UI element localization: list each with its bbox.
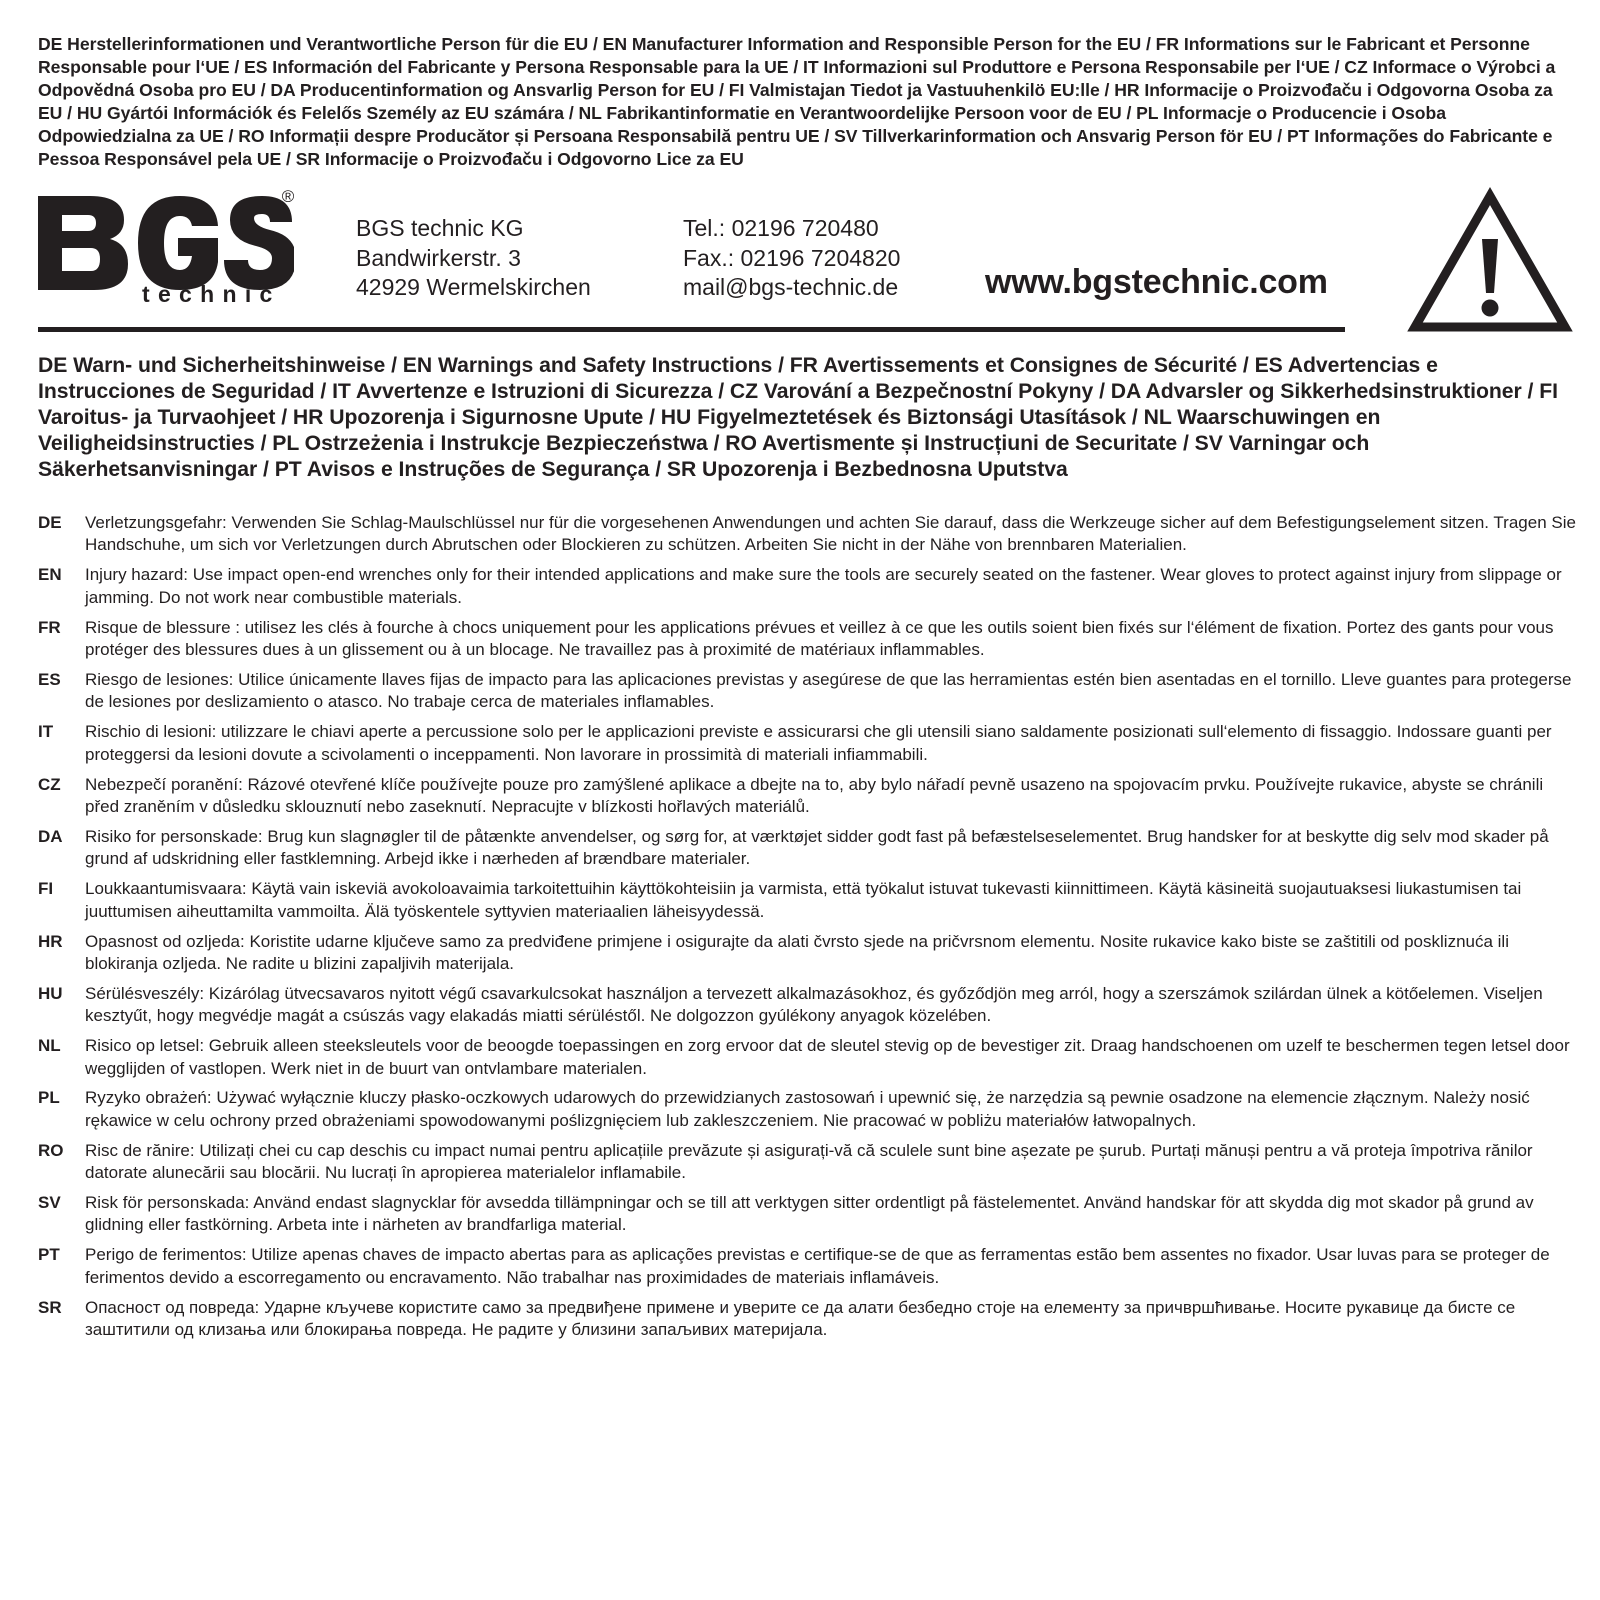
language-code: IT — [38, 722, 54, 742]
instruction-text: Опасност од повреда: Ударне кључеве користите само за предвиђене примене и уверите се да алати безбедно стоје на елементу за причвршћивање. Носите рукавице да бисте се заштитили од клизања или блокирања повреда. Не радите у близини запаљивих материјала. — [85, 1297, 1516, 1340]
language-code: SR — [38, 1297, 62, 1317]
instruction-text: Risque de blessure : utilisez les clés à fourche à chocs uniquement pour les applications prévues et veillez à ce que les outils soient bien fixés sur l‘élément de fixation. Portez des gants pour vous protéger des blessures dues à un glissement ou à un blocage. Ne travaillez pas à proximité de matériaux inflammables. — [85, 617, 1554, 660]
safety-instructions-list — [38, 512, 1578, 1349]
manufacturer-info-title: DE Herstellerinformationen und Verantwortliche Person für die EU / EN Manufacturer Information and Responsible Person for the EU / FR Informations sur le Fabricant et Personne Responsable pour l‘UE / ES Información del Fabricante y Persona Responsable para la UE / IT Informazioni sul Produttore e Persona Responsabile per l‘UE / CZ Informace o Výrobci a Odpovědná Osoba pro EU / DA Producentinformation og Ansvarlig Person for EU / FI Valmistajan Tiedot ja Vastuuhenkilö EU:lle / HR Informacije o Proizvođaču i Odgovorna Osoba za EU / HU Gyártói Információk és Felelős Személy az EU számára / NL Fabrikantinformatie en Verantwoordelijke Persoon voor de EU / PL Informacje o Producencie i Osoba Odpowiedzialna za UE / RO Informații despre Producător și Persoana Responsabilă pentru UE / SV Tillverkarinformation och Ansvarig Person för EU / PT Informações do Fabricante e Pessoa Responsável pela UE / SR Informacije o Proizvođaču i Odgovorno Lice za EU — [38, 34, 1556, 169]
instruction-text: Loukkaantumisvaara: Käytä vain iskeviä avokoloavaimia tarkoitettuihin käyttökohteisiin ja varmista, että työkalut istuvat tukevasti kiinnittimeen. Käytä käsineitä suojautuaksesi liukastumisen tai juuttumisen aiheuttamilta vammoilta. Älä työskentele syttyvien materiaalien läheisyydessä. — [85, 879, 1522, 921]
language-code: CZ — [38, 774, 61, 794]
instruction-pl — [38, 1087, 1578, 1132]
instruction-text: Risc de rănire: Utilizați chei cu cap deschis cu impact numai pentru aplicațiile prevăzute și asigurați-vă că sculele sunt bine așezate pe șurub. Purtați mănuși pentru a vă proteja împotriva rănilor datorate alunecării sau blocării. Nu lucrați în apropierea materialelor inflamabile. — [85, 1140, 1533, 1183]
warning-triangle-icon — [1406, 186, 1574, 336]
instruction-text: Risiko for personskade: Brug kun slagnøgler til de påtænkte anvendelser, og sørg for, at værktøjet sidder godt fast på befæstelseselementet. Brug handsker for at beskytte dig selv mod skader på grund af udskridning eller fastklemning. Arbejd ikke i nærheden af brændbare materialer. — [85, 826, 1549, 869]
instruction-it — [38, 721, 1578, 766]
instruction-ro — [38, 1140, 1578, 1185]
divider-rule — [38, 327, 1345, 332]
language-code: FR — [38, 617, 61, 637]
instruction-hu — [38, 983, 1578, 1028]
instruction-sr — [38, 1297, 1578, 1342]
instruction-cz — [38, 774, 1578, 819]
instruction-da — [38, 826, 1578, 871]
instruction-sv — [38, 1192, 1578, 1237]
safety-instructions-title: DE Warn- und Sicherheitshinweise / EN Warnings and Safety Instructions / FR Avertissements et Consignes de Sécurité / ES Advertencias e Instrucciones de Seguridad / IT Avvertenze e Istruzioni di Sicurezza / CZ Varování a Bezpečnostní Pokyny / DA Advarsler og Sikkerhedsinstruktioner / FI Varoitus- ja Turvaohjeet / HR Upozorenja i Sigurnosne Upute / HU Figyelmeztetések és Biztonsági Utasítások / NL Waarschuwingen en Veiligheidsinstructies / PL Ostrzeżenia i Instrukcje Bezpieczeństwa / RO Avertismente și Instrucțiuni de Securitate / SV Varningar och Säkerhetsanvisningar / PT Avisos e Instruções de Segurança / SR Upozorenja i Bezbednosna Uputstva — [38, 354, 1558, 481]
logo-subtext: technic — [142, 281, 281, 304]
language-code: SV — [38, 1193, 61, 1213]
instruction-text: Opasnost od ozljeda: Koristite udarne ključeve samo za predviđene primjene i osigurajte da alati čvrsto sjede na pričvrsnom elementu. Nosite rukavice kako biste se zaštitili od poskliznuća ili blokiranja ozljeda. Ne radite u blizini zapaljivih materijala. — [85, 931, 1509, 973]
instruction-text: Ryzyko obrażeń: Używać wyłącznie kluczy płasko-oczkowych udarowych do przewidzianych zastosowań i upewnić się, że narzędzia są pewnie osadzone na elemencie złącznym. Należy nosić rękawice w celu ochrony przed obrażeniami spowodowanymi poślizgnięciem lub zakleszczeniem. Nie pracować w pobliżu materiałów łatwopalnych. — [85, 1088, 1530, 1130]
instruction-text: Riesgo de lesiones: Utilice únicamente llaves fijas de impacto para las aplicaciones previstas y asegúrese de que las herramientas estén bien asentadas en el tornillo. Lleve guantes para protegerse de lesiones por deslizamiento o atasco. No trabaje cerca de materiales inflamables. — [85, 669, 1572, 712]
language-code: PL — [38, 1088, 60, 1108]
instruction-text: Risico op letsel: Gebruik alleen steeksleutels voor de beoogde toepassingen en zorg ervoor dat de sleutel stevig op de bevestiger zit. Draag handschoenen om uzelf te beschermen tegen letsel door wegglijden of vastlopen. Werk niet in de buurt van ontvlambare materialen. — [85, 1036, 1570, 1078]
company-name: BGS technic KG — [356, 215, 524, 241]
language-code: ES — [38, 669, 61, 689]
language-code: PT — [38, 1245, 60, 1265]
company-city: 42929 Wermelskirchen — [356, 274, 591, 300]
website-url: www.bgstechnic.com — [985, 263, 1328, 301]
instruction-en — [38, 564, 1578, 609]
language-code: HR — [38, 931, 63, 951]
instruction-text: Injury hazard: Use impact open-end wrenches only for their intended applications and make sure the tools are securely seated on the fastener. Wear gloves to protect against injury from slippage or jamming. Do not work near combustible materials. — [85, 565, 1562, 607]
instruction-de — [38, 512, 1578, 557]
contact-mail: mail@bgs-technic.de — [683, 274, 899, 300]
language-code: HU — [38, 983, 63, 1003]
instruction-text: Verletzungsgefahr: Verwenden Sie Schlag-Maulschlüssel nur für die vorgesehenen Anwendungen und achten Sie darauf, dass die Werkzeuge sicher auf dem Befestigungselement sitzen. Tragen Sie Handschuhe, um sich vor Verletzungen durch Abrutschen oder Blockieren zu schützen. Arbeiten Sie nicht in der Nähe von brennbaren Materialien. — [85, 513, 1576, 555]
language-code: EN — [38, 565, 62, 585]
language-code: NL — [38, 1036, 61, 1056]
language-code: FI — [38, 879, 54, 899]
instruction-text: Sérülésveszély: Kizárólag ütvecsavaros nyitott végű csavarkulcsokat használjon a tervezett alkalmazásokhoz, és győződjön meg arról, hogy a szerszámok szilárdan ülnek a kötőelemen. Viseljen kesztyűt, hogy megvédje magát a csúszás vagy elakadás miatti sérüléstől. Ne dolgozzon gyúlékony anyagok közelében. — [85, 983, 1543, 1026]
instruction-nl — [38, 1035, 1578, 1080]
company-address — [356, 214, 591, 303]
company-street: Bandwirkerstr. 3 — [356, 244, 521, 271]
instruction-fi — [38, 878, 1578, 923]
registered-mark: ® — [281, 187, 294, 206]
contact-tel: Tel.: 02196 720480 — [683, 215, 879, 241]
language-code: DE — [38, 513, 62, 532]
instruction-text: Risk för personskada: Använd endast slagnycklar för avsedda tillämpningar och se till att verktygen sitter ordentligt på fästelementet. Använd handskar för att skydda dig mot skador på grund av glidning eller fastkörning. Arbeta inte i närheten av brandfarliga material. — [85, 1193, 1534, 1235]
company-contact — [683, 214, 900, 303]
instruction-text: Nebezpečí poranění: Rázové otevřené klíče používejte pouze pro zamýšlené aplikace a dbejte na to, aby bylo nářadí pevně usazeno na spojovacím prvku. Používejte rukavice, abyste se chránili před zraněním v důsledku sklouznutí nebo zaseknutí. Nepracujte v blízkosti hořlavých materiálů. — [85, 774, 1544, 816]
instruction-hr — [38, 931, 1578, 976]
contact-fax: Fax.: 02196 7204820 — [683, 244, 901, 271]
instruction-pt — [38, 1244, 1578, 1289]
instruction-es — [38, 669, 1578, 714]
instruction-text: Rischio di lesioni: utilizzare le chiavi aperte a percussione solo per le applicazioni previste e assicurarsi che gli utensili siano saldamente posizionati sull‘elemento di fissaggio. Indossare guanti per proteggersi da lesioni dovute a scivolamenti o inceppamenti. Non lavorare in prossimità di materiali infiammabili. — [85, 722, 1552, 764]
bgs-technic-logo — [38, 186, 294, 304]
instruction-text: Perigo de ferimentos: Utilize apenas chaves de impacto abertas para as aplicações previstas e certifique-se de que as ferramentas estão bem assentes no fixador. Usar luvas para se proteger de ferimentos devido a escorregamento ou encravamento. Não trabalhar nas proximidades de materiais inflamáveis. — [85, 1245, 1550, 1287]
language-code: RO — [38, 1140, 64, 1160]
language-code: DA — [38, 826, 63, 846]
instruction-fr — [38, 617, 1578, 662]
